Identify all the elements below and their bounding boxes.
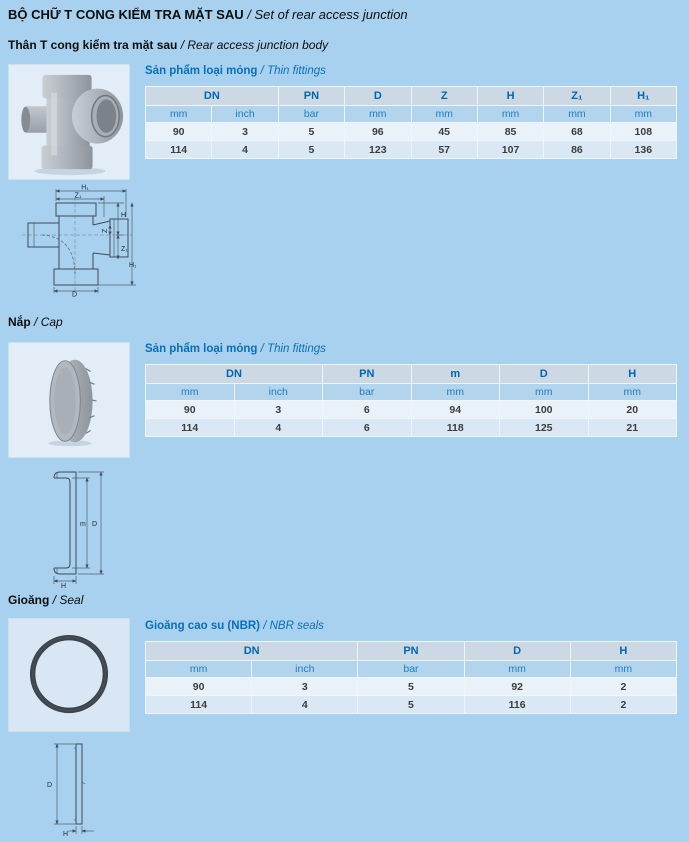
page-title-en: Set of rear access junction	[254, 7, 408, 22]
column-header: PN	[358, 642, 464, 661]
table-row	[146, 419, 677, 437]
table-cell: 100	[500, 401, 589, 419]
thin-fittings-body-table	[145, 86, 677, 159]
column-header: Z₁	[544, 87, 610, 106]
column-header: DN	[146, 87, 279, 106]
table-cell: 57	[411, 141, 477, 159]
table-row	[146, 678, 677, 696]
heading-separator: /	[177, 38, 188, 52]
title-separator: /	[243, 7, 255, 22]
dim-label-h1-top: H₁	[81, 184, 89, 192]
column-header: H	[477, 87, 543, 106]
dim-label-z-right: Z	[102, 228, 109, 233]
column-header: DN	[146, 365, 323, 384]
table-cell: 136	[610, 141, 676, 159]
cap-photo	[8, 342, 130, 458]
table3-caption	[145, 620, 324, 632]
section-heading-seal	[8, 593, 83, 607]
table-cell: 114	[146, 696, 252, 714]
table-cell: 4	[212, 141, 278, 159]
table-cell: 94	[411, 401, 500, 419]
table1-caption-en: Thin fittings	[267, 65, 326, 77]
table-cell: 5	[278, 123, 344, 141]
unit-header: mm	[411, 106, 477, 123]
page-title-vi: BỘ CHỮ T CONG KIỂM TRA MẶT SAU	[8, 7, 244, 22]
unit-header: mm	[610, 106, 676, 123]
table-cell: 5	[358, 696, 464, 714]
section-heading-seal-vi: Gioăng	[8, 593, 50, 607]
caption-separator: /	[260, 620, 270, 632]
table-cell: 123	[345, 141, 411, 159]
column-header: PN	[278, 87, 344, 106]
unit-header: bar	[323, 384, 412, 401]
table-cell: 45	[411, 123, 477, 141]
unit-header: mm	[146, 661, 252, 678]
unit-header: inch	[234, 384, 323, 401]
column-header: DN	[146, 642, 358, 661]
heading-separator: /	[49, 593, 60, 607]
table-cell: 90	[146, 123, 212, 141]
table-cell: 2	[570, 696, 676, 714]
unit-header: mm	[464, 661, 570, 678]
unit-header: mm	[477, 106, 543, 123]
section-heading-cap-en: Cap	[40, 315, 63, 329]
column-header: H₁	[610, 87, 676, 106]
tee-photo	[8, 64, 130, 180]
section-heading-body-en: Rear access junction body	[187, 38, 329, 52]
dim-label-h: H	[61, 583, 67, 588]
dim-label-d: D	[92, 521, 98, 528]
table-cell: 6	[323, 419, 412, 437]
table-cell: 5	[358, 678, 464, 696]
seal-drawing	[26, 736, 108, 838]
table-cell: 6	[323, 401, 412, 419]
table-cell: 114	[146, 419, 235, 437]
unit-header: mm	[500, 384, 589, 401]
section-heading-seal-en: Seal	[59, 593, 84, 607]
table3-caption-vi: Gioăng cao su (NBR)	[145, 620, 261, 632]
dim-label-d: D	[47, 782, 53, 789]
section-heading-body	[8, 38, 328, 52]
tee-photo-image	[9, 65, 129, 179]
nbr-seals-table	[145, 641, 677, 714]
table-cell: 92	[464, 678, 570, 696]
table-cell: 114	[146, 141, 212, 159]
column-header: m	[411, 365, 500, 384]
table-row	[146, 123, 677, 141]
column-header: D	[464, 642, 570, 661]
table-cell: 21	[588, 419, 677, 437]
table-cell: 107	[477, 141, 543, 159]
caption-separator: /	[257, 343, 268, 355]
dim-label-h-right: H	[121, 212, 127, 219]
table2-caption	[145, 343, 326, 355]
table1-caption	[145, 65, 326, 77]
column-header: D	[500, 365, 589, 384]
thin-fittings-cap-table	[145, 364, 677, 437]
table-cell: 4	[252, 696, 358, 714]
dim-label-d-bottom: D	[72, 291, 78, 297]
unit-header: bar	[278, 106, 344, 123]
table3-caption-en: NBR seals	[269, 620, 324, 632]
unit-header: mm	[146, 106, 212, 123]
unit-header: mm	[411, 384, 500, 401]
unit-header: inch	[212, 106, 278, 123]
column-header: H	[588, 365, 677, 384]
dim-label-m: m	[80, 521, 86, 528]
dim-label-h1-right: H₁	[129, 262, 137, 269]
section-heading-cap	[8, 315, 63, 329]
table2-caption-en: Thin fittings	[267, 343, 326, 355]
table-cell: 90	[146, 401, 235, 419]
column-header: D	[345, 87, 411, 106]
unit-header: mm	[544, 106, 610, 123]
dim-label-z1-right: Z₁	[121, 246, 128, 253]
table-cell: 116	[464, 696, 570, 714]
table-cell: 85	[477, 123, 543, 141]
cap-photo-image	[9, 343, 129, 457]
seal-photo-image	[9, 619, 129, 731]
unit-header: mm	[588, 384, 677, 401]
section-heading-body-vi: Thân T cong kiểm tra mặt sau	[8, 38, 178, 52]
table-cell: 3	[234, 401, 323, 419]
table-cell: 90	[146, 678, 252, 696]
column-header: Z	[411, 87, 477, 106]
table-cell: 4	[234, 419, 323, 437]
table-row	[146, 401, 677, 419]
unit-header: mm	[146, 384, 235, 401]
seal-photo	[8, 618, 130, 732]
dim-label-z1-top: Z₁	[74, 192, 82, 200]
caption-separator: /	[257, 65, 268, 77]
table-cell: 96	[345, 123, 411, 141]
column-header: PN	[323, 365, 412, 384]
heading-separator: /	[30, 315, 41, 329]
table-row	[146, 696, 677, 714]
table-cell: 108	[610, 123, 676, 141]
table-cell: 125	[500, 419, 589, 437]
section-heading-cap-vi: Nắp	[8, 315, 31, 329]
unit-header: mm	[570, 661, 676, 678]
tee-drawing	[12, 183, 138, 297]
table-cell: 68	[544, 123, 610, 141]
table-row	[146, 141, 677, 159]
cap-drawing	[26, 462, 118, 588]
table-cell: 3	[212, 123, 278, 141]
table-cell: 2	[570, 678, 676, 696]
table-cell: 118	[411, 419, 500, 437]
table2-caption-vi: Sản phẩm loại mỏng	[145, 343, 258, 355]
table-cell: 3	[252, 678, 358, 696]
column-header: H	[570, 642, 676, 661]
table-cell: 20	[588, 401, 677, 419]
unit-header: bar	[358, 661, 464, 678]
unit-header: mm	[345, 106, 411, 123]
table-cell: 86	[544, 141, 610, 159]
dim-label-h: H	[63, 831, 69, 838]
table-cell: 5	[278, 141, 344, 159]
unit-header: inch	[252, 661, 358, 678]
page-title	[8, 7, 408, 22]
table1-caption-vi: Sản phẩm loại mỏng	[145, 65, 258, 77]
